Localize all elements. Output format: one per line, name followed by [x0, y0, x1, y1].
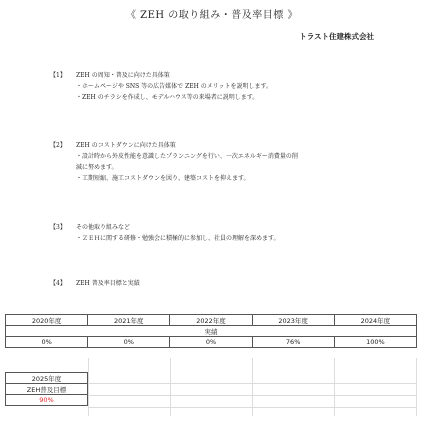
value-cell: 0% — [88, 337, 170, 348]
target-year: 2025年度 — [6, 373, 88, 384]
section-line: ・ＺＥＨに関する研修・勉強会に積極的に参加し、社員の理解を深めます。 — [76, 235, 280, 242]
value-cell: 100% — [334, 337, 416, 348]
year-cell: 2024年度 — [334, 315, 416, 326]
actual-label-row — [6, 326, 417, 337]
table-header-row — [6, 315, 417, 326]
value-cell: 0% — [170, 337, 252, 348]
section-number: 【2】 — [50, 142, 66, 149]
section-line: 減に努めます。 — [76, 164, 118, 171]
results-table — [5, 314, 417, 348]
actual-label: 実績 — [6, 326, 417, 337]
grid-line — [88, 395, 416, 396]
value-cell: 76% — [252, 337, 334, 348]
section-number: 【3】 — [50, 224, 66, 231]
value-cell: 0% — [6, 337, 88, 348]
target-table — [5, 372, 88, 406]
section-number: 【1】 — [50, 72, 66, 79]
grid-line — [88, 383, 416, 384]
year-cell: 2023年度 — [252, 315, 334, 326]
year-cell: 2021年度 — [88, 315, 170, 326]
grid-line — [88, 407, 416, 408]
section-4 — [50, 278, 380, 289]
section-2 — [50, 140, 380, 184]
section-1 — [50, 70, 380, 103]
target-value: 90% — [6, 395, 88, 406]
section-heading: ZEH のコストダウンに向けた具体策 — [76, 142, 176, 149]
section-line: ・ホームページや SNS 等の広告媒体で ZEH のメリットを説明します。 — [76, 83, 273, 90]
section-line: ・工期短縮、施工コストダウンを図り、建築コストを抑えます。 — [76, 175, 250, 182]
grid-line — [416, 358, 417, 416]
section-line: ・ZEH のチラシを作成し、モデルハウス等の来場者に説明します。 — [76, 94, 259, 101]
section-line: ・設計時から外皮性能を意識したプランニングを行い、一次エネルギー消費量の削 — [76, 153, 298, 160]
year-cell: 2020年度 — [6, 315, 88, 326]
target-label: ZEH普及目標 — [6, 384, 88, 395]
page-title: 《 ZEH の取り組み・普及率目標 》 — [125, 10, 298, 21]
section-3 — [50, 222, 380, 244]
section-number: 【4】 — [50, 280, 66, 287]
company-name: トラスト住建株式会社 — [299, 32, 374, 41]
section-heading: ZEH の周知・普及に向けた具体策 — [76, 72, 170, 79]
year-cell: 2022年度 — [170, 315, 252, 326]
section-heading: ZEH 普及率目標と実績 — [76, 280, 140, 287]
table-row — [6, 337, 417, 348]
section-heading: その他取り組みなど — [76, 224, 131, 231]
